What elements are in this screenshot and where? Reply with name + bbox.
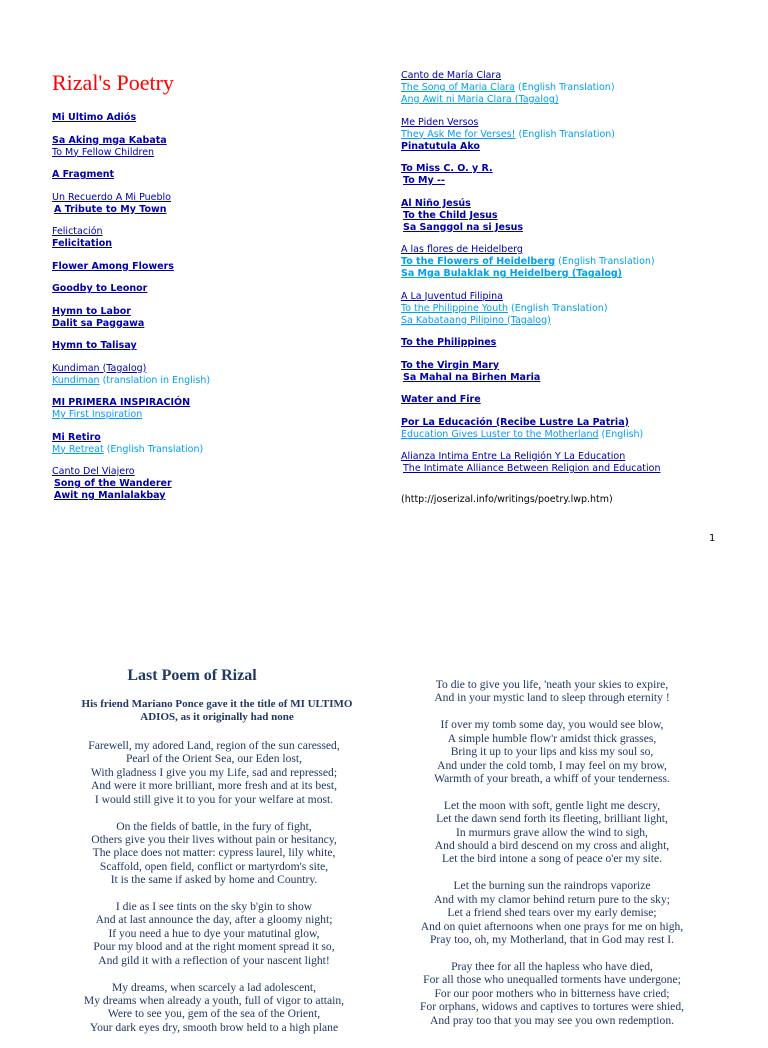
poem-line: My dreams when already a youth, full of vigor to attain,	[83, 994, 345, 1007]
poem-link[interactable]: MI PRIMERA INSPIRACIÓN	[52, 397, 191, 408]
poem-line: For our poor mothers who in bitterness have cried;	[434, 986, 670, 1000]
poem-link[interactable]: Dalit sa Paggawa	[52, 317, 145, 329]
poem-link-group	[401, 291, 731, 327]
poem-link-row	[401, 429, 731, 441]
poem-link-group	[52, 306, 372, 330]
poem-line: Were to see you, gem of the sea of the Orient,	[107, 1007, 321, 1021]
poem-link[interactable]: Me Piden Versos	[401, 116, 479, 128]
poem-link[interactable]: To Miss C. O. y R.	[401, 163, 493, 174]
poem-line: And under the cold tomb, I may feel on my brow,	[437, 758, 667, 772]
poem-link[interactable]: The Intimate Alliance Between Religion and Education	[403, 463, 661, 474]
poem-link[interactable]: Sa Sanggol na si Jesus	[403, 221, 524, 233]
poem-left-column	[30, 739, 398, 1048]
poem-link[interactable]: To the Philippines	[401, 337, 497, 348]
poem-line: I die as I see tints on the sky b'gin to show	[115, 900, 313, 914]
translation-note: (English Translation)	[508, 302, 608, 314]
stanza	[384, 879, 720, 946]
poem-link-row	[401, 70, 731, 82]
page-number: 1	[709, 533, 716, 544]
poem-subtitle-line1: His friend Mariano Ponce gave it the title of MI ULTIMO	[81, 698, 353, 710]
poem-link[interactable]: Por La Educación (Recibe Lustre La Patria)	[401, 416, 629, 428]
poem-line: And with my clamor behind return pure to the sky;	[433, 892, 670, 906]
poem-link[interactable]: Mi Ultimo Adiós	[52, 112, 137, 123]
poem-link-group	[401, 360, 731, 384]
poem-link-row	[401, 117, 731, 129]
poem-link-row	[401, 222, 731, 234]
poem-link-row	[52, 397, 372, 409]
poem-line: The place does not matter: cypress laurel, lily white,	[92, 846, 336, 860]
poem-link[interactable]: My First Inspiration	[52, 409, 143, 420]
poem-link-row	[52, 192, 372, 204]
translation-note: (translation in English)	[99, 374, 211, 386]
poem-link-group	[401, 117, 731, 153]
poem-line: Scaffold, open field, conflict or martyrdom's site,	[99, 859, 329, 873]
poem-link-group	[52, 226, 372, 250]
poem-link-row	[52, 261, 372, 273]
poem-link-row	[52, 375, 372, 387]
poem-link-row	[401, 141, 731, 153]
poem-line: Your dark eyes dry, smooth brow held to a high plane	[89, 1020, 339, 1034]
poem-link[interactable]: Al Niño Jesús	[401, 197, 471, 209]
poem-link[interactable]: Alianza Intima Entre La Religión Y La Education	[401, 451, 626, 462]
poem-link[interactable]: Mi Retiro	[52, 431, 101, 443]
poem-link-row	[401, 291, 731, 303]
poem-link[interactable]: Canto Del Viajero	[52, 466, 135, 477]
poem-link[interactable]: They Ask Me for Verses!	[401, 128, 516, 140]
poem-link-row	[401, 360, 731, 372]
poem-link[interactable]: Sa Mga Bulaklak ng Heidelberg (Tagalog)	[401, 268, 623, 279]
poem-line: And in your mystic land to sleep through eternity !	[434, 691, 670, 705]
poem-link[interactable]: A La Juventud Filipina	[401, 290, 503, 302]
poem-link-row	[401, 463, 731, 475]
poem-link[interactable]: A Fragment	[52, 169, 115, 180]
poem-link-row	[401, 394, 731, 406]
poem-link-row	[52, 306, 372, 318]
poem-link-row	[52, 444, 372, 456]
poem-link[interactable]: Pinatutula Ako	[401, 140, 480, 152]
poem-line: Warmth of your breath, a whiff of your tenderness.	[434, 771, 670, 785]
right-poem-list	[401, 70, 731, 486]
poem-link[interactable]: Flower Among Flowers	[52, 260, 174, 272]
poem-link[interactable]: Water and Fire	[401, 394, 481, 405]
poem-line: Bring it up to your lips and kiss my soul so,	[450, 745, 654, 759]
poem-link[interactable]: A Tribute to My Town	[54, 203, 167, 215]
poem-line: It is the same if asked by home and Country.	[110, 873, 318, 887]
poem-link[interactable]: Canto de María Clara	[401, 70, 502, 81]
poem-line: For all those who unequalled torments have undergone;	[423, 973, 681, 987]
poem-link[interactable]: Sa Kabataang Pilipino (Tagalog)	[401, 314, 551, 326]
poem-link-group	[52, 432, 372, 456]
poem-link[interactable]: Hymn to Talisay	[52, 340, 137, 351]
poem-link-group	[52, 112, 372, 124]
stanza	[384, 718, 720, 785]
poem-line: And pray too that you may see you own redemption.	[429, 1013, 675, 1027]
poem-line: A simple humble flow'r amidst thick grasses,	[447, 731, 657, 745]
poem-link[interactable]: Felicitation	[52, 238, 112, 249]
poem-line: And should a bird descend on my cross and alight,	[434, 839, 670, 853]
poem-link-row	[401, 175, 731, 187]
poem-link-row	[52, 238, 372, 250]
poem-link-row	[401, 315, 731, 327]
poem-link-group	[401, 417, 731, 441]
poem-link[interactable]: To My Fellow Children	[52, 146, 155, 158]
poem-line: Let the dawn send forth its fleeting, brilliant light,	[436, 812, 668, 826]
poem-link-row	[401, 82, 731, 94]
poem-link[interactable]: A las flores de Heidelberg	[401, 244, 523, 255]
poem-link[interactable]: Un Recuerdo A Mi Pueblo	[52, 191, 171, 203]
poem-link[interactable]: My Retreat	[52, 443, 104, 455]
poem-link-group	[401, 70, 731, 106]
poem-link[interactable]: Kundiman (Tagalog)	[52, 362, 147, 374]
poem-link-row	[401, 451, 731, 463]
translation-note: (English)	[598, 428, 644, 440]
poem-link-row	[52, 478, 372, 490]
poem-link-group	[52, 261, 372, 273]
poem-link-row	[401, 417, 731, 429]
poem-link-row	[401, 129, 731, 141]
poem-link[interactable]: Felictación	[52, 226, 103, 237]
poem-line: Pour my blood and at the right moment spread it so,	[93, 940, 335, 954]
stanza	[30, 739, 398, 806]
poem-link[interactable]: To My --	[403, 175, 445, 186]
poem-link-row	[401, 303, 731, 315]
poem-link-row	[401, 163, 731, 175]
poem-link-row	[401, 372, 731, 384]
poem-link[interactable]: To the Philippine Youth	[401, 302, 509, 314]
poem-link-row	[52, 432, 372, 444]
poem-link-row	[52, 409, 372, 421]
poem-link-row	[52, 169, 372, 181]
poem-link[interactable]: Hymn to Labor	[52, 305, 131, 317]
poem-link-row	[401, 198, 731, 210]
poem-line: Farewell, my adored Land, region of the sun caressed,	[88, 739, 340, 752]
poem-link-row	[401, 94, 731, 106]
poem-subtitle	[50, 698, 384, 724]
poem-line: And on quiet afternoons when one prays for me on high,	[420, 919, 684, 933]
poem-line: My dreams, when scarcely a lad adolescent,	[111, 980, 317, 994]
poem-line: And gild it with a reflection of your nascent light!	[98, 953, 330, 967]
poem-line: If you need a hue to dye your matutinal glow,	[108, 926, 320, 940]
poem-link-group	[401, 394, 731, 406]
poem-link[interactable]: Song of the Wanderer	[54, 478, 172, 489]
poem-line: On the fields of battle, in the fury of fight,	[116, 819, 312, 833]
poem-link-row	[401, 210, 731, 222]
poem-link-group	[401, 451, 731, 475]
poem-link-row	[52, 226, 372, 238]
poem-link-row	[52, 112, 372, 124]
poem-link-row	[52, 283, 372, 295]
poem-link-group	[52, 169, 372, 181]
poem-link[interactable]: Sa Mahal na Birhen Maria	[403, 371, 541, 383]
poem-link[interactable]: Goodby to Leonor	[52, 283, 148, 294]
poem-subtitle-line2: ADIOS, as it originally had none	[140, 711, 294, 723]
poem-link[interactable]: Awit ng Manlalakbay	[54, 490, 166, 501]
stanza	[30, 900, 398, 967]
poem-link[interactable]: Kundiman	[52, 374, 100, 386]
poem-link-group	[401, 337, 731, 349]
poem-line: I would still give it to you for your welfare at most.	[94, 792, 334, 806]
poem-right-column	[384, 678, 720, 1040]
poem-link[interactable]: The Song of Maria Clara	[401, 82, 516, 93]
poem-link-row	[52, 147, 372, 159]
poem-link[interactable]: Education Gives Luster to the Motherland	[401, 428, 599, 440]
poem-title: Last Poem of Rizal	[127, 667, 257, 684]
poem-link-row	[401, 256, 731, 268]
translation-note: (English Translation)	[555, 256, 655, 267]
page-two	[0, 560, 768, 1034]
left-poem-list	[52, 112, 372, 513]
poem-line: To die to give you life, 'neath your skies to expire,	[435, 678, 669, 691]
source-url: (http://joserizal.info/writings/poetry.lwp.htm)	[401, 494, 613, 505]
stanza	[384, 799, 720, 866]
poem-link[interactable]: Sa Aking mga Kabata	[52, 134, 167, 146]
poem-link-group	[52, 135, 372, 159]
stanza	[384, 678, 720, 705]
poem-link-row	[52, 466, 372, 478]
poem-link-group	[401, 163, 731, 187]
poem-link-row	[401, 268, 731, 280]
poem-link-row	[52, 135, 372, 147]
translation-note: (English Translation)	[515, 128, 616, 140]
poem-link-row	[52, 318, 372, 330]
poem-link-group	[52, 397, 372, 421]
poem-link-row	[52, 340, 372, 352]
poem-line: Let the burning sun the raindrops vaporize	[453, 879, 651, 893]
stanza	[30, 981, 398, 1035]
poem-link-group	[52, 466, 372, 502]
poem-line: For orphans, widows and captives to tortures were shied,	[419, 1000, 685, 1014]
poem-link-row	[52, 204, 372, 216]
poem-line: Let the bird intone a song of peace o'er my site.	[441, 852, 663, 866]
stanza	[30, 820, 398, 887]
poem-line: Let a friend shed tears over my early demise;	[447, 906, 657, 920]
poem-link-row	[52, 363, 372, 375]
poem-link[interactable]: Ang Awit ni Maria Clara (Tagalog)	[401, 94, 559, 105]
poem-line: Others give you their lives without pain or hesitancy,	[91, 832, 337, 846]
poem-link[interactable]: To the Virgin Mary	[401, 359, 500, 371]
poem-line: If over my tomb some day, you would see blow,	[440, 718, 664, 732]
poem-line: And were it more brilliant, more fresh and at its best,	[91, 779, 337, 793]
poem-line: In murmurs grave allow the wind to sigh,	[456, 825, 648, 839]
poem-link[interactable]: To the Child Jesus	[403, 209, 498, 221]
poem-link-group	[401, 244, 731, 280]
poem-line: Let the moon with soft, gentle light me descry,	[443, 798, 661, 812]
poem-link-group	[52, 340, 372, 352]
translation-note: (English Translation)	[103, 443, 204, 455]
poem-link[interactable]: To the Flowers of Heidelberg	[401, 256, 556, 267]
poem-link-row	[401, 244, 731, 256]
poem-line: Pray thee for all the hapless who have died,	[451, 959, 653, 973]
poem-link-group	[401, 198, 731, 234]
poem-line: Pearl of the Orient Sea, our Eden lost,	[125, 752, 303, 766]
poem-link-group	[52, 192, 372, 216]
page-title: Rizal's Poetry	[52, 70, 174, 95]
poem-link-group	[52, 283, 372, 295]
poem-line: With gladness I give you my Life, sad and repressed;	[90, 765, 338, 779]
translation-note: (English Translation)	[515, 82, 615, 93]
stanza	[384, 960, 720, 1027]
poem-link-row	[401, 337, 731, 349]
poem-link-row	[52, 490, 372, 502]
poem-line: And at last announce the day, after a gloomy night;	[95, 913, 333, 927]
poem-line: Pray too, oh, my Motherland, that in God may rest I.	[429, 933, 675, 946]
poem-link-group	[52, 363, 372, 387]
